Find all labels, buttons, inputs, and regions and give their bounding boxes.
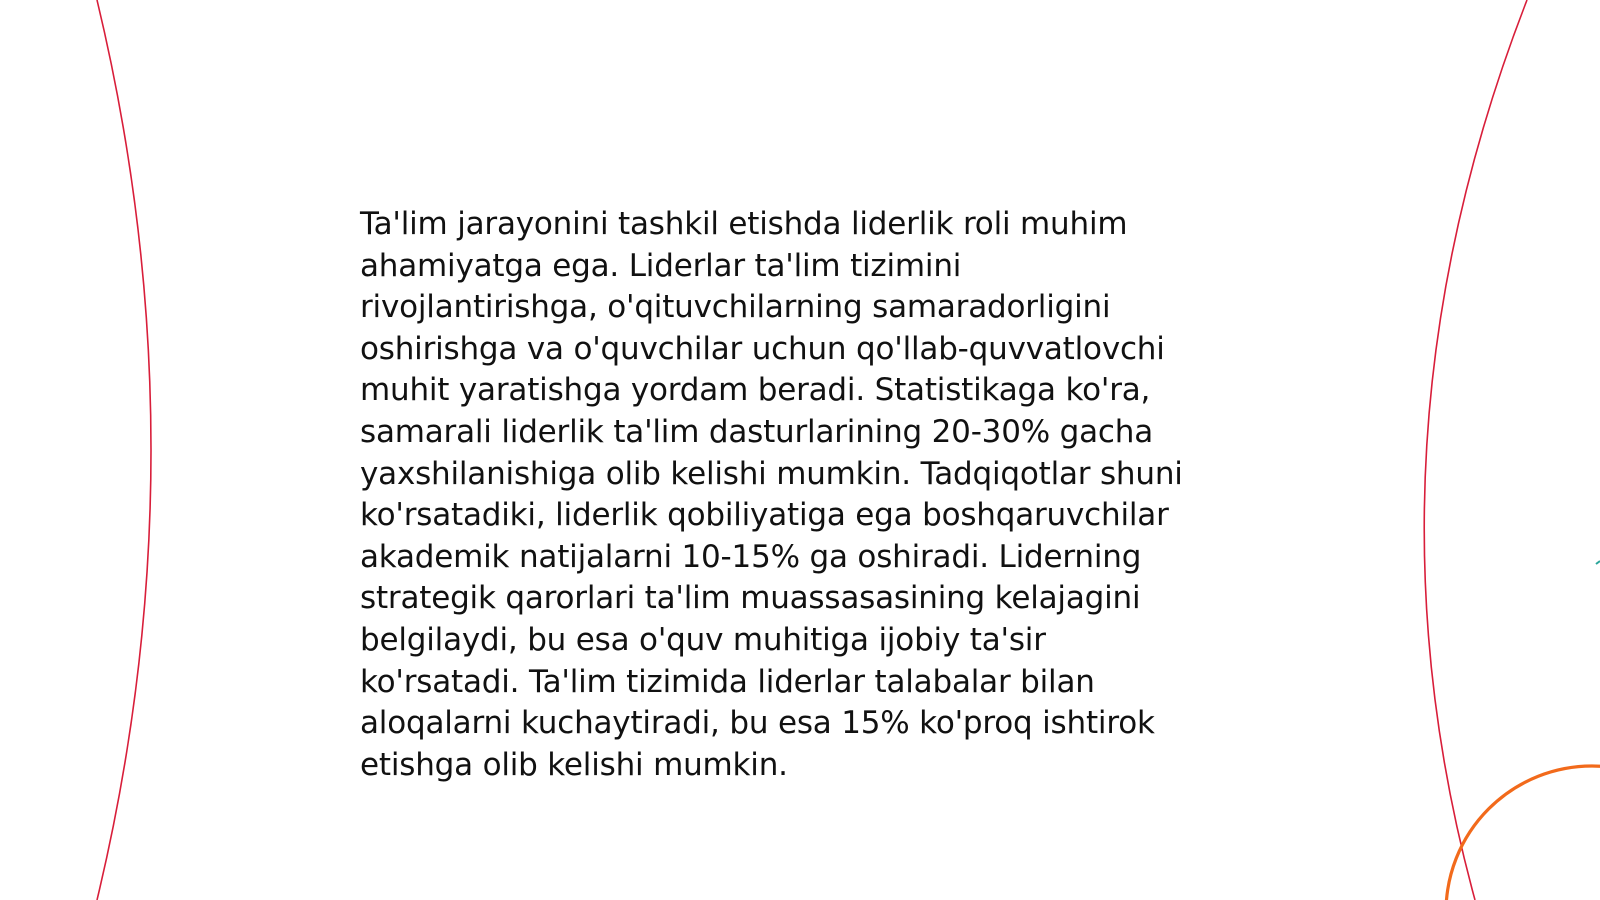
text-line: oshirishga va o'quvchilar uchun qo'llab-quvvatlovchi [360, 330, 1165, 367]
text-line: rivojlantirishga, o'qituvchilarning samaradorligini [360, 289, 1111, 326]
text-line: ko'rsatadiki, liderlik qobiliyatiga ega boshqaruvchilar [360, 497, 1169, 534]
body-paragraph [360, 204, 1260, 786]
text-line: yaxshilanishiga olib kelishi mumkin. Tadqiqotlar shuni [360, 455, 1183, 492]
text-line: aloqalarni kuchaytiradi, bu esa 15% ko'proq ishtirok [360, 705, 1155, 742]
text-line: muhit yaratishga yordam beradi. Statistikaga ko'ra, [360, 372, 1151, 409]
text-line: Ta'lim jarayonini tashkil etishda liderlik roli muhim [360, 206, 1128, 242]
teal-accent-mark [1596, 561, 1600, 564]
right-arc-curve [1424, 0, 1527, 900]
text-line: ahamiyatga ega. Liderlar ta'lim tizimini [360, 247, 962, 284]
left-arc-curve [97, 0, 151, 900]
text-line: strategik qarorlari ta'lim muassasasining kelajagini [360, 580, 1141, 617]
text-line: etishga olib kelishi mumkin. [360, 746, 788, 783]
text-line: ko'rsatadi. Ta'lim tizimida liderlar talabalar bilan [360, 663, 1095, 700]
text-line: akademik natijalarni 10-15% ga oshiradi. Liderning [360, 538, 1142, 575]
text-line: belgilaydi, bu esa o'quv muhitiga ijobiy ta'sir [360, 621, 1046, 658]
text-line: samarali liderlik ta'lim dasturlarining 20-30% gacha [360, 413, 1153, 450]
